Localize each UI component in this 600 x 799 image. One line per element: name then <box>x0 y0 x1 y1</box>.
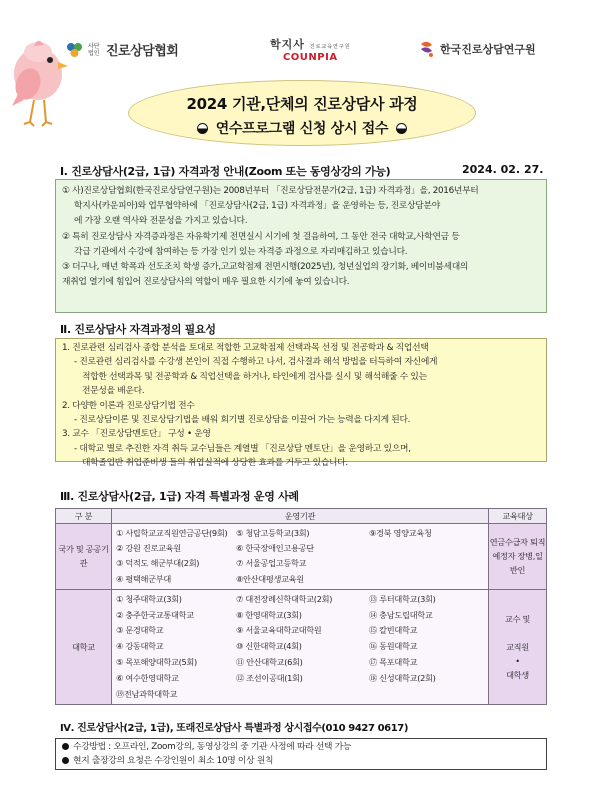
org-item: ⑬ 루터대학교(3회) <box>368 593 436 604</box>
org-item: ⑦ 대전장례신학대학교(2회) <box>235 593 333 604</box>
section1-line: 학지사(카운피아)와 업무협약하에 「진로상담사(2급, 1급) 자격과정」을 운영하는 등, 진로상담분야 <box>74 201 440 212</box>
bullet-icon <box>62 743 69 750</box>
org-grid-university <box>112 590 488 705</box>
org-item: ⑥ 여수한영대학교 <box>115 672 179 683</box>
section2-line: - 대학교 별로 추진한 자격 취득 교수님들은 계열별 「진로상담 멘토단」을 운영하고 있으며, <box>74 443 411 454</box>
org-item: ⑥ 한국장애인고용공단 <box>235 543 314 554</box>
section1-line: 에 가장 오랜 역사와 전문성을 가지고 있습니다. <box>74 216 248 227</box>
section4-bullet: 현지 출장강의 요청은 수강인원이 최소 10명 이상 원칙 <box>62 754 540 768</box>
org-item: ⑭ 충남도립대학교 <box>368 609 433 620</box>
org-item: ④ 강동대학교 <box>115 641 164 652</box>
row-category: 국가 및 공공기관 <box>56 524 112 590</box>
org-item: ⑮ 칼빈대학교 <box>368 625 418 636</box>
org-item: ① 사립학교교직원연금공단(9회) <box>115 528 228 538</box>
org-item: ④ 평택해군부대 <box>115 573 171 584</box>
org-grid-public <box>112 524 488 589</box>
table-header-row <box>56 509 547 524</box>
header-organization: 운영기관 <box>111 509 488 524</box>
section4-box <box>55 738 547 770</box>
section2-box <box>55 338 547 469</box>
section2-line: 대학졸업반 취업준비생 들의 취업실적에 상당한 효과를 거두고 있습니다. <box>82 458 348 469</box>
title-line1: 2024 기관,단체의 진로상담사 과정 <box>186 95 418 113</box>
row-target: 연금수급자 퇴직예정자 장병,일반인 <box>488 524 546 590</box>
header-category: 구 분 <box>56 509 112 524</box>
target-line: • <box>515 656 520 667</box>
logo-mid-top: 학지사 진로교육연구원 <box>270 38 351 51</box>
org-item: ⑱ 신성대학교(2회) <box>368 672 436 683</box>
org-item: ③ 문경대학교 <box>115 625 164 636</box>
section1-line: ① 사)진로상담협회(한국진로상담연구원)는 2008년부터 「진로상담전문가(2급, 1급) 자격과정」을, 2016년부터 <box>62 186 479 196</box>
section2-line: 전문성을 배운다. <box>82 386 145 397</box>
target-line: 교수 및 <box>504 614 531 625</box>
org-item: ① 청주대학교(3회) <box>115 593 182 604</box>
org-item <box>369 687 488 703</box>
section4-heading: Ⅳ. 진로상담사(2급, 1급), 또래진로상담사 특별과정 상시접수(010 9427 0617) <box>60 723 409 734</box>
half-circle-icon <box>396 123 407 134</box>
section2-line: 2. 다양한 이론과 진로상담기법 전수 <box>62 400 195 411</box>
bullet-icon <box>62 757 69 764</box>
org-item <box>369 572 488 587</box>
logo-counpia <box>270 36 351 63</box>
row-organizations <box>111 589 488 705</box>
header-logos <box>0 40 600 66</box>
org-item: ⑨경북 영양교육청 <box>368 528 432 538</box>
org-item: ⑫ 조선이공대(1회) <box>235 672 303 683</box>
half-circle-icon <box>197 123 208 134</box>
section2-line: - 진로관련 심리검사를 수강생 본인이 직접 수행하고 나서, 검사결과 해석 방법을 터득하여 자신에게 <box>74 357 438 368</box>
section2-heading: Ⅱ. 진로상담사 자격과정의 필요성 <box>60 323 216 336</box>
title-banner <box>128 80 476 146</box>
org-item: ⑤ 목포해양대학교(5회) <box>115 656 197 667</box>
target-line: 교직원 <box>506 642 529 653</box>
header-target: 교육대상 <box>488 509 546 524</box>
org-item: ③ 덕적도 해군부대(2회) <box>115 558 200 569</box>
section1-box <box>55 179 547 313</box>
org-item <box>369 556 488 571</box>
table-row <box>56 589 547 705</box>
org-item <box>369 541 488 556</box>
operation-cases-table <box>55 508 547 705</box>
section1-line: ③ 더구나, 매년 학폭과 선도조치 학생 증가,고교학점제 전면시행(2025년), 청년실업의 장기화, 베이비붐세대의 <box>62 262 469 273</box>
document-date: 2024. 02. 27. <box>462 163 544 176</box>
section2-line: - 진로상담이론 및 진로상담기법을 배워 회기별 진로상담을 이끌어 가는 능력을 다지게 된다. <box>74 415 411 426</box>
title-line2-row <box>129 118 475 138</box>
logo-korea-career-counseling-institute <box>418 40 536 58</box>
section4-bullet: 수강방법 : 오프라인, Zoom강의, 동영상강의 중 기관 사정에 따라 선택 가능 <box>62 740 540 754</box>
org-item: ② 강원 진로교육원 <box>115 543 181 554</box>
section1-line: 재취업 열기에 힘입어 진로상담사의 역할이 매우 필요한 시기에 놓여 있습니다. <box>62 277 350 288</box>
logo-mid-bottom: COUNPIA <box>282 52 338 63</box>
row-organizations <box>111 524 488 590</box>
org-item: ⑪ 안산대학교(6회) <box>235 656 303 667</box>
target-line: 대학생 <box>506 670 529 681</box>
section2-line: 3. 교수 「진로상담멘토단」 구성 • 운영 <box>62 429 211 440</box>
logo-left-name: 진로상담협회 <box>106 44 179 59</box>
institute-logo-icon <box>418 40 436 58</box>
row-target <box>488 589 546 705</box>
org-item: ⑲전남과학대학교 <box>115 688 178 699</box>
org-item: ⑰ 목포대학교 <box>368 656 418 667</box>
org-item: ② 충주한국교통대학교 <box>115 609 194 620</box>
logo-left-small: 사단법인 <box>88 42 100 57</box>
org-item: ⑩ 신한대학교(4회) <box>235 641 302 652</box>
section2-line: 적합한 선택과목 및 전공학과 & 직업선택을 하거나, 타인에게 검사를 실시 및 해석해줄 수 있는 <box>82 371 427 382</box>
table-row <box>56 524 547 590</box>
section2-line: 1. 진로관련 심리검사 종합 분석을 토대로 적합한 고교학점제 선택과목 선정 및 전공학과 & 직업선택 <box>62 343 429 353</box>
org-item: ⑦ 서울공업고등학교 <box>235 558 307 569</box>
row-category: 대학교 <box>56 589 112 705</box>
org-item <box>236 687 369 703</box>
association-logo-icon <box>66 41 84 59</box>
title-line2: 연수프로그램 신청 상시 접수 <box>215 121 389 137</box>
section1-line: ② 특히 진로상담사 자격증과정은 자유학기제 전면실시 시기에 첫 걸음하여, 그 동안 전국 대학교,사학연금 등 <box>62 231 460 242</box>
org-item: ⑧안산대평생교육원 <box>235 573 304 584</box>
section1-line: 각급 기관에서 수강에 참여하는 등 가장 인기 있는 자격증 과정으로 자리매김하고 있습니다. <box>74 246 408 257</box>
org-item: ⑯ 동원대학교 <box>368 641 418 652</box>
section3-heading: Ⅲ. 진로상담사(2급, 1급) 자격 특별과정 운영 사례 <box>60 490 299 503</box>
org-item: ⑧ 한영대학교(3회) <box>235 609 302 620</box>
logo-career-counseling-association <box>66 40 178 59</box>
org-item: ⑨ 서울교육대학교대학원 <box>235 625 322 636</box>
logo-right-name: 한국진로상담연구원 <box>440 43 536 56</box>
org-item: ⑤ 청담고등학교(3회) <box>235 528 310 538</box>
section1-heading: Ⅰ. 진로상담사(2급, 1급) 자격과정 안내(Zoom 또는 동영상강의 가능) <box>60 165 391 178</box>
